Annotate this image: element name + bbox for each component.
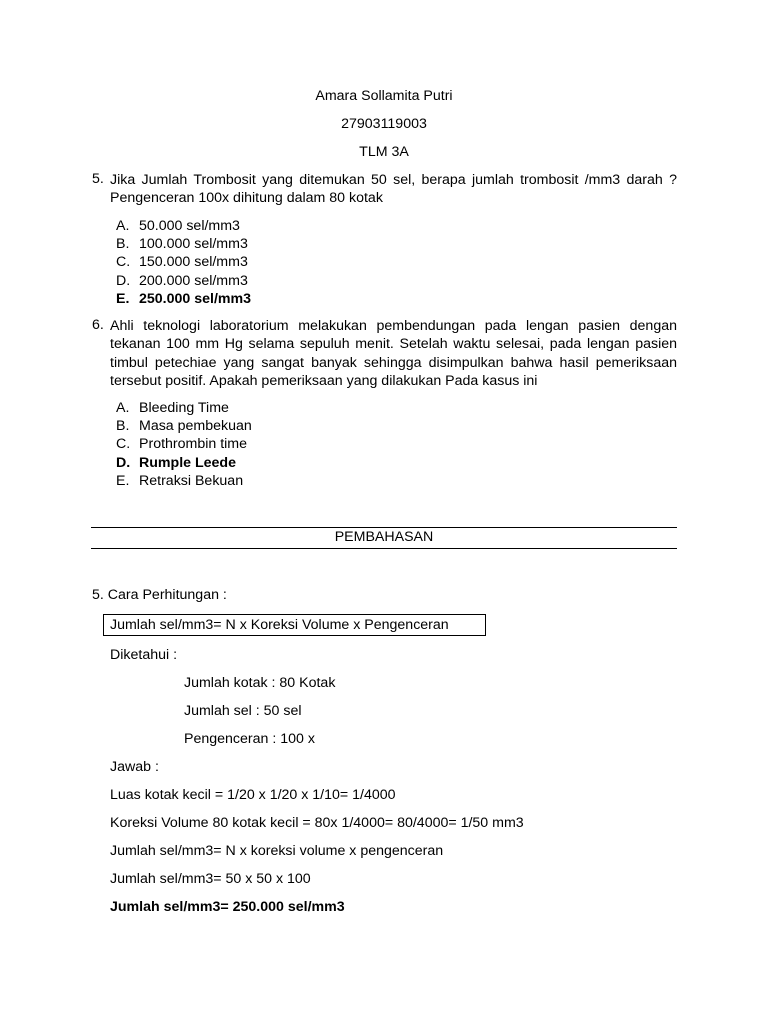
question-text: Ahli teknologi laboratorium melakukan pembendungan pada lengan pasien dengan tekanan 100 mm Hg selama sepuluh menit. Setelah waktu selesai, pada lengan pasien timbul petechiae yang sangat banyak sehingga disimpulkan bahwa hasil pemeriksaan tersebut positif. Apakah pemeriksaan yang dilakukan Pada kasus ini (110, 318, 677, 389)
option-d: D. 200.000 sel/mm3 (116, 272, 248, 289)
option-e: E. Retraksi Bekuan (116, 472, 244, 489)
option-d-correct: D. Rumple Leede (116, 454, 236, 471)
question-6 (92, 317, 677, 390)
option-e-correct: E. 250.000 sel/mm3 (116, 290, 252, 307)
option-b: B. Masa pembekuan (116, 418, 252, 435)
option-b: B. 100.000 sel/mm3 (116, 236, 248, 253)
formula-box: Jumlah sel/mm3= N x Koreksi Volume x Pengenceran (103, 614, 486, 636)
step: Jumlah sel/mm3= 50 x 50 x 100 (110, 871, 311, 887)
step: Koreksi Volume 80 kotak kecil = 80x 1/4000= 80/4000= 1/50 mm3 (110, 815, 524, 831)
known-label: Diketahui : (110, 647, 178, 663)
question-number: 6. (92, 317, 104, 333)
section-title: PEMBAHASAN (334, 529, 434, 545)
option-a: A. 50.000 sel/mm3 (116, 218, 240, 234)
step: Jumlah sel/mm3= N x koreksi volume x pengenceran (110, 843, 444, 859)
option-a: A. Bleeding Time (116, 400, 229, 416)
student-id: 27903119003 (341, 116, 427, 132)
divider-bottom (91, 548, 677, 549)
question-number: 5. (92, 171, 104, 187)
final-result: Jumlah sel/mm3= 250.000 sel/mm3 (110, 899, 345, 915)
question-5 (92, 171, 677, 208)
option-c: C. Prothrombin time (116, 436, 248, 453)
question-text: Jika Jumlah Trombosit yang ditemukan 50 sel, berapa jumlah trombosit /mm3 darah ? Pengenceran 100x dihitung dalam 80 kotak (110, 172, 677, 207)
divider-top (91, 527, 677, 528)
class-label: TLM 3A (359, 144, 409, 160)
answer-label: Jawab : (110, 759, 159, 775)
step: Luas kotak kecil = 1/20 x 1/20 x 1/10= 1/4000 (110, 787, 396, 803)
known-item: Pengenceran : 100 x (184, 731, 315, 747)
known-item: Jumlah kotak : 80 Kotak (184, 675, 336, 691)
known-item: Jumlah sel : 50 sel (184, 703, 302, 719)
option-c: C. 150.000 sel/mm3 (116, 254, 248, 271)
question-6-options (116, 399, 252, 490)
question-5-options (116, 217, 251, 308)
student-name: Amara Sollamita Putri (315, 88, 453, 104)
discussion-heading: 5. Cara Perhitungan : (92, 587, 227, 603)
